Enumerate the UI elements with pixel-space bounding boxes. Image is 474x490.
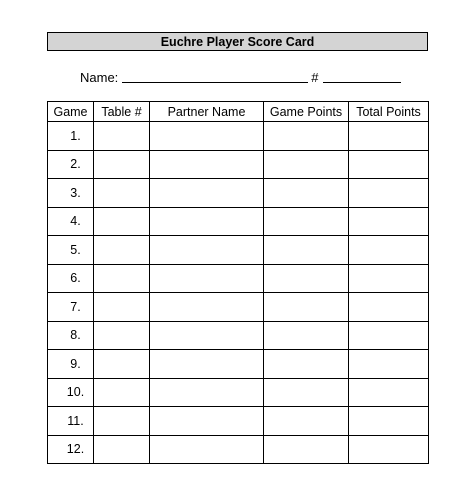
table-number-cell[interactable] bbox=[94, 207, 150, 236]
column-header-game-points: Game Points bbox=[264, 102, 349, 122]
table-row bbox=[48, 207, 429, 236]
game-number-cell: 8. bbox=[48, 321, 94, 350]
game-points-cell[interactable] bbox=[264, 207, 349, 236]
table-number-cell[interactable] bbox=[94, 150, 150, 179]
game-points-cell[interactable] bbox=[264, 150, 349, 179]
game-points-cell[interactable] bbox=[264, 378, 349, 407]
table-number-cell[interactable] bbox=[94, 264, 150, 293]
column-header-game: Game bbox=[48, 102, 94, 122]
table-number-cell[interactable] bbox=[94, 236, 150, 265]
table-row bbox=[48, 236, 429, 265]
total-points-cell[interactable] bbox=[349, 179, 429, 208]
partner-name-cell[interactable] bbox=[150, 236, 264, 265]
column-header-partner-name: Partner Name bbox=[150, 102, 264, 122]
table-number-cell[interactable] bbox=[94, 378, 150, 407]
partner-name-cell[interactable] bbox=[150, 321, 264, 350]
game-points-cell[interactable] bbox=[264, 179, 349, 208]
table-number-cell[interactable] bbox=[94, 407, 150, 436]
partner-name-cell[interactable] bbox=[150, 179, 264, 208]
game-number-cell: 2. bbox=[48, 150, 94, 179]
game-number-cell: 1. bbox=[48, 122, 94, 151]
table-row bbox=[48, 378, 429, 407]
table-row bbox=[48, 179, 429, 208]
game-points-cell[interactable] bbox=[264, 293, 349, 322]
table-number-cell[interactable] bbox=[94, 435, 150, 464]
game-points-cell[interactable] bbox=[264, 321, 349, 350]
table-row bbox=[48, 407, 429, 436]
header-row bbox=[48, 102, 429, 122]
game-number-cell: 12. bbox=[48, 435, 94, 464]
score-table-body bbox=[48, 122, 429, 464]
partner-name-cell[interactable] bbox=[150, 435, 264, 464]
table-row bbox=[48, 150, 429, 179]
partner-name-cell[interactable] bbox=[150, 350, 264, 379]
game-points-cell[interactable] bbox=[264, 264, 349, 293]
total-points-cell[interactable] bbox=[349, 350, 429, 379]
partner-name-cell[interactable] bbox=[150, 378, 264, 407]
game-points-cell[interactable] bbox=[264, 350, 349, 379]
table-number-cell[interactable] bbox=[94, 122, 150, 151]
partner-name-cell[interactable] bbox=[150, 264, 264, 293]
total-points-cell[interactable] bbox=[349, 435, 429, 464]
partner-name-cell[interactable] bbox=[150, 150, 264, 179]
table-row bbox=[48, 122, 429, 151]
table-number-cell[interactable] bbox=[94, 350, 150, 379]
total-points-cell[interactable] bbox=[349, 378, 429, 407]
total-points-cell[interactable] bbox=[349, 407, 429, 436]
table-number-cell[interactable] bbox=[94, 293, 150, 322]
table-row bbox=[48, 321, 429, 350]
table-number-cell[interactable] bbox=[94, 179, 150, 208]
total-points-cell[interactable] bbox=[349, 264, 429, 293]
game-number-cell: 9. bbox=[48, 350, 94, 379]
column-header-table: Table # bbox=[94, 102, 150, 122]
table-row bbox=[48, 435, 429, 464]
table-row bbox=[48, 350, 429, 379]
total-points-cell[interactable] bbox=[349, 236, 429, 265]
game-points-cell[interactable] bbox=[264, 236, 349, 265]
score-card-title: Euchre Player Score Card bbox=[47, 32, 428, 51]
total-points-cell[interactable] bbox=[349, 122, 429, 151]
game-number-cell: 4. bbox=[48, 207, 94, 236]
game-number-cell: 10. bbox=[48, 378, 94, 407]
total-points-cell[interactable] bbox=[349, 293, 429, 322]
game-points-cell[interactable] bbox=[264, 407, 349, 436]
game-number-cell: 7. bbox=[48, 293, 94, 322]
table-row bbox=[48, 293, 429, 322]
partner-name-cell[interactable] bbox=[150, 122, 264, 151]
game-points-cell[interactable] bbox=[264, 435, 349, 464]
partner-name-cell[interactable] bbox=[150, 207, 264, 236]
total-points-cell[interactable] bbox=[349, 150, 429, 179]
total-points-cell[interactable] bbox=[349, 207, 429, 236]
game-number-cell: 5. bbox=[48, 236, 94, 265]
name-line bbox=[80, 67, 410, 85]
game-number-cell: 11. bbox=[48, 407, 94, 436]
table-number-cell[interactable] bbox=[94, 321, 150, 350]
number-blank[interactable] bbox=[323, 69, 401, 83]
name-blank[interactable] bbox=[122, 69, 308, 83]
game-number-cell: 3. bbox=[48, 179, 94, 208]
column-header-total-points: Total Points bbox=[349, 102, 429, 122]
number-label: # bbox=[311, 70, 319, 85]
partner-name-cell[interactable] bbox=[150, 407, 264, 436]
total-points-cell[interactable] bbox=[349, 321, 429, 350]
table-row bbox=[48, 264, 429, 293]
game-number-cell: 6. bbox=[48, 264, 94, 293]
game-points-cell[interactable] bbox=[264, 122, 349, 151]
score-table bbox=[47, 101, 429, 464]
name-label: Name: bbox=[80, 70, 119, 85]
partner-name-cell[interactable] bbox=[150, 293, 264, 322]
